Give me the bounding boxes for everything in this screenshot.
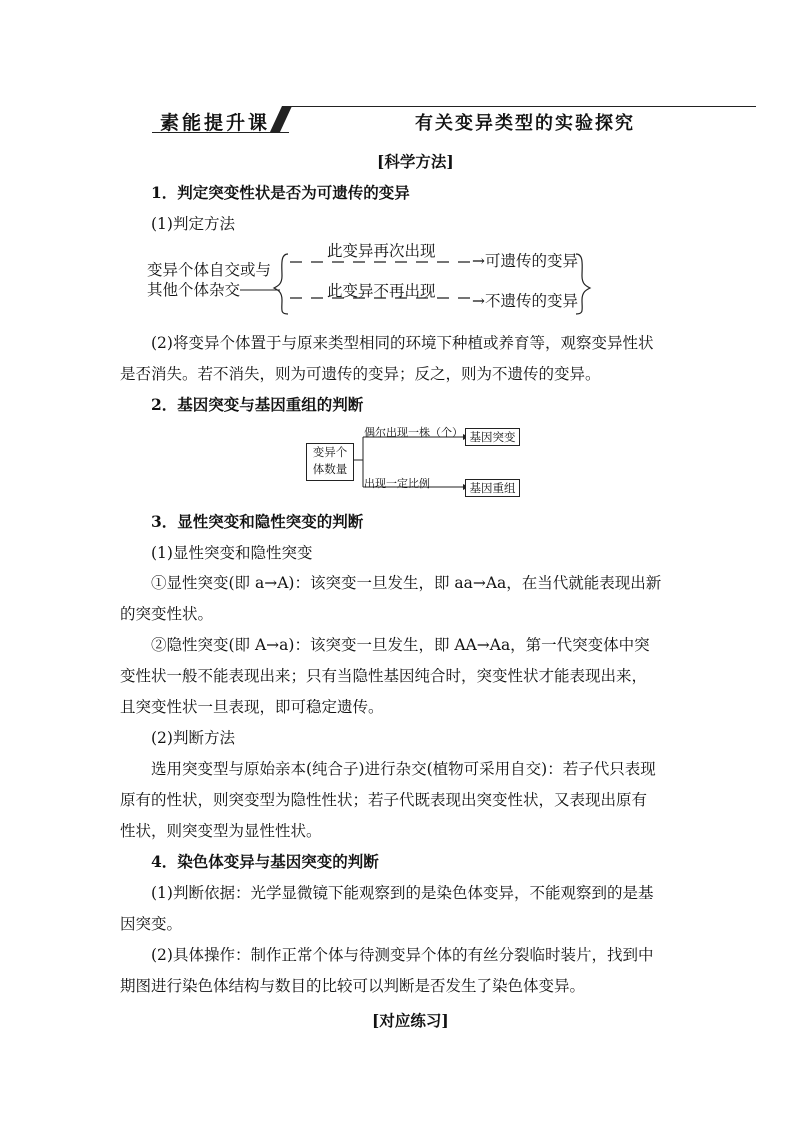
header-label: 素能提升课 [160, 112, 271, 134]
section-practice-title: [对应练习] [372, 1011, 449, 1030]
s3-p1-line2: 的突变性状。 [120, 605, 214, 623]
s1-heading: 1．判定突变性状是否为可遗传的变异 [151, 183, 410, 202]
s2-source-line1: 变异个 [312, 445, 348, 459]
header-rule [286, 106, 756, 107]
s4-heading: 4．染色体变异与基因突变的判断 [151, 852, 379, 871]
s1-p2-line1: (2)将变异个体置于与原来类型相同的环境下种植或养育等，观察变异性状 [151, 334, 654, 352]
header-title: 有关变异类型的实验探究 [415, 113, 635, 134]
s1-diagram-top-label: 此变异再次出现 [327, 242, 436, 260]
s1-diagram-left-line1: 变异个体自交或与 [147, 261, 272, 279]
s3-p2-line2: 变性状一般不能表现出来；只有当隐性基因纯合时，突变性状才能表现出来， [120, 667, 648, 685]
s2-top-target: 基因突变 [465, 428, 520, 446]
s3-p2-line1: ②隐性突变(即 A→a)：该突变一旦发生，即 AA→Aa，第一代突变体中突 [151, 636, 650, 654]
s3-p1-line1: ①显性突变(即 a→A)：该突变一旦发生，即 aa→Aa，在当代就能表现出新 [151, 574, 662, 592]
s2-bottom-edge-label: 出现一定比例 [364, 477, 430, 490]
s3-p2-line3: 且突变性状一旦表现，即可稳定遗传。 [120, 698, 384, 716]
s1-p2-line2: 是否消失。若不消失，则为可遗传的变异；反之，则为不遗传的变异。 [120, 365, 601, 383]
s3-p3-line1: 选用突变型与原始亲本(纯合子)进行杂交(植物可采用自交)：若子代只表现 [151, 760, 656, 778]
s1-sub1: (1)判定方法 [151, 215, 235, 233]
s1-diagram-left-line2: 其他个体杂交 [147, 281, 241, 299]
s1-diagram-bottom-result: →不遗传的变异 [472, 292, 578, 310]
s2-source-line2: 体数量 [312, 462, 348, 476]
s2-bottom-target: 基因重组 [465, 479, 520, 497]
s3-p3-line2: 原有的性状，则突变型为隐性性状；若子代既表现出突变性状，又表现出原有 [120, 791, 648, 809]
s4-p2-line2: 期图进行染色体结构与数目的比较可以判断是否发生了染色体变异。 [120, 977, 586, 995]
s2-heading: 2．基因突变与基因重组的判断 [151, 395, 364, 414]
s3-p3-line3: 性状，则突变型为显性性状。 [120, 822, 322, 840]
s3-sub1: (1)显性突变和隐性突变 [151, 544, 313, 562]
s3-heading: 3．显性突变和隐性突变的判断 [151, 512, 364, 531]
s3-sub2: (2)判断方法 [151, 729, 235, 747]
s4-p2-line1: (2)具体操作：制作正常个体与待测变异个体的有丝分裂临时装片，找到中 [151, 946, 654, 964]
s2-top-edge-label: 偶尔出现一株（个） [364, 426, 463, 439]
s4-p1-line1: (1)判断依据：光学显微镜下能观察到的是染色体变异，不能观察到的是基 [151, 884, 654, 902]
header-slash-decoration [268, 104, 294, 134]
s4-p1-line2: 因突变。 [120, 915, 183, 933]
s1-diagram-bottom-label: 此变异不再出现 [327, 282, 436, 300]
s1-diagram-top-result: →可遗传的变异 [472, 252, 578, 270]
s2-source-box [306, 443, 354, 481]
section-method-title: [科学方法] [377, 152, 454, 171]
